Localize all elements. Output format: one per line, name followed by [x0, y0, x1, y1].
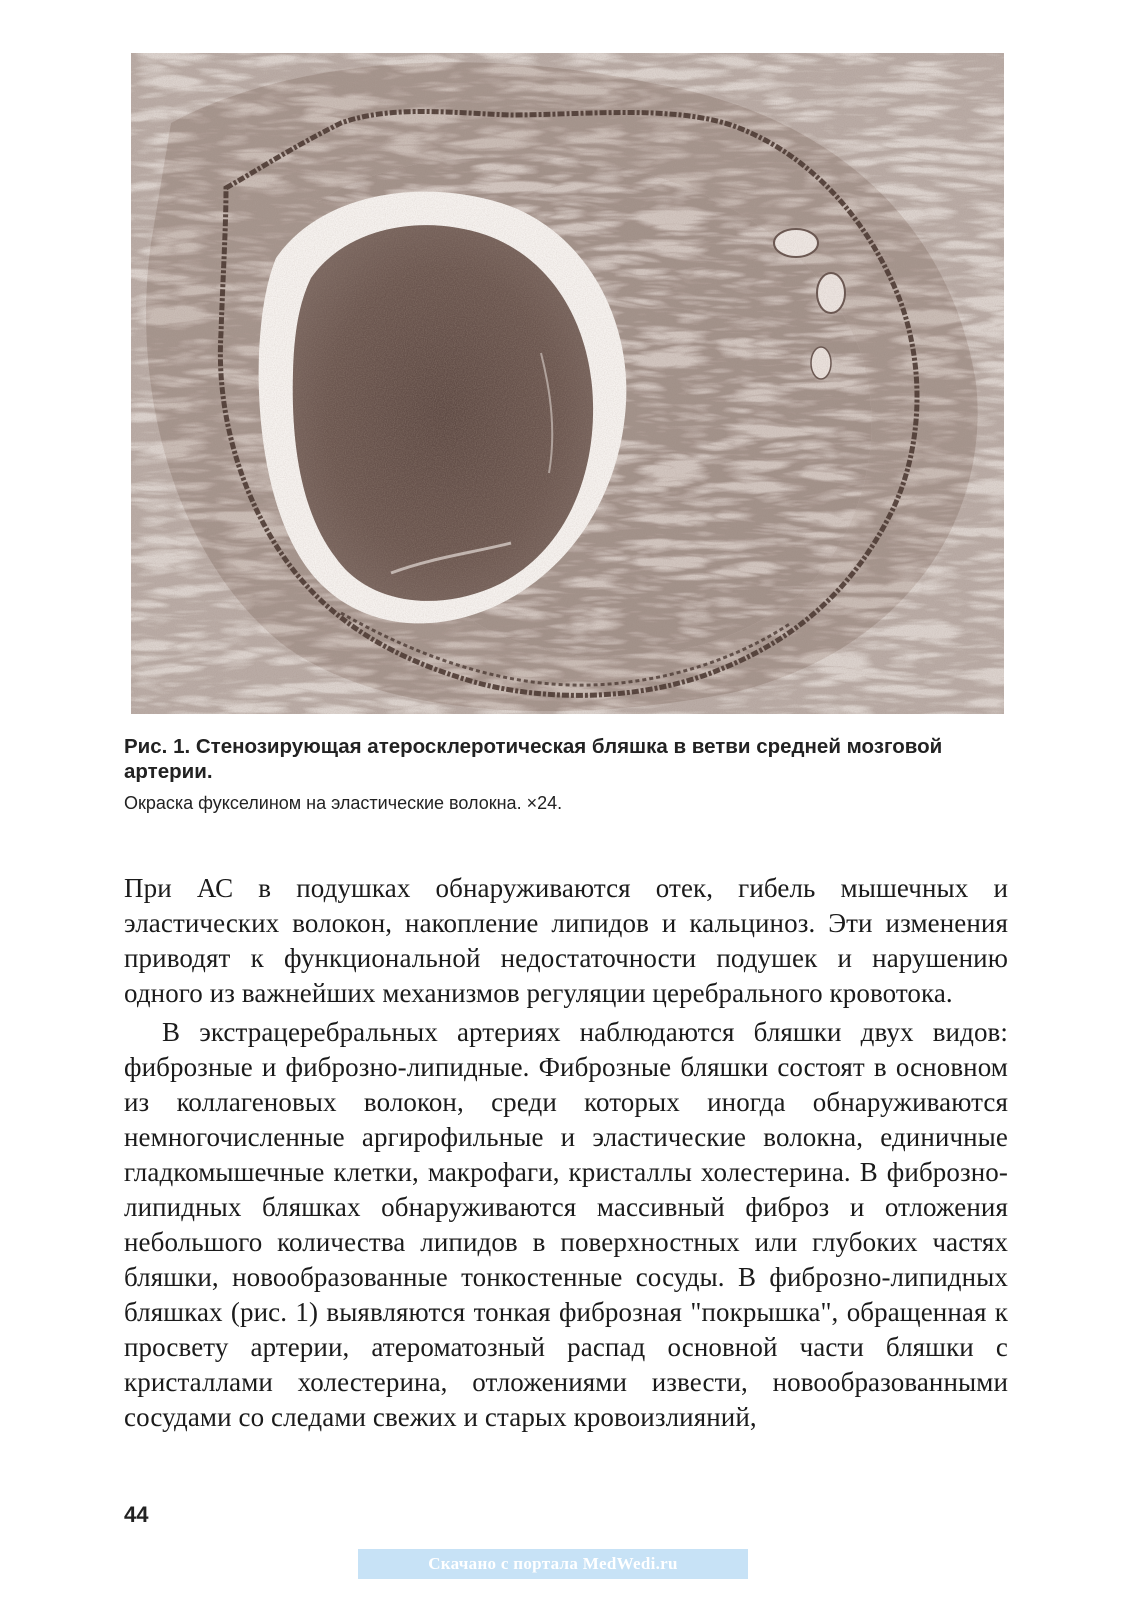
caption-label: Рис. 1. [124, 735, 191, 758]
watermark-banner: Скачано с портала MedWedi.ru [358, 1549, 748, 1579]
page-number: 44 [124, 1502, 149, 1527]
paragraph-1: При АС в подушках обнаруживаются отек, гибель мышечных и эластических волокон, накопление липидов и кальциноз. Эти изменения приводят к функциональной недостаточности подушек и нарушению одного из важнейших механизмов регуляции церебрального кровотока. [124, 873, 1008, 1008]
paragraph-2: В экстрацеребральных артериях наблюдаются бляшки двух видов: фиброзные и фиброзно-липидные. Фиброзные бляшки состоят в основном из коллагеновых волокон, среди которых иногда обнаруживаются немногочисленные аргирофильные и эластические волокна, единичные гладкомышечные клетки, макрофаги, кристаллы холестерина. В фиброзно-липидных бляшках обнаруживаются массивный фиброз и отложения небольшого количества липидов в поверхностных или глубоких частях бляшки, новообразованные тонкостенные сосуды. В фиброзно-липидных бляшках (рис. 1) выявляются тонкая фиброзная "покрышка", обращенная к просвету артерии, атероматозный распад основной части бляшки с кристаллами холестерина, отложениями извести, новообразованными сосудами со следами свежих и старых кровоизлияний, [124, 1017, 1008, 1432]
caption-title [124, 734, 1024, 784]
body-text [124, 871, 1008, 1435]
figure-caption [124, 734, 1024, 814]
micrograph-figure [131, 53, 1004, 714]
micrograph-image [131, 53, 1004, 714]
caption-title-text: Стенозирующая атеросклеротическая бляшка в ветви средней мозговой артерии. [124, 735, 943, 783]
caption-note: Окраска фукселином на эластические волокна. ×24. [124, 793, 563, 813]
